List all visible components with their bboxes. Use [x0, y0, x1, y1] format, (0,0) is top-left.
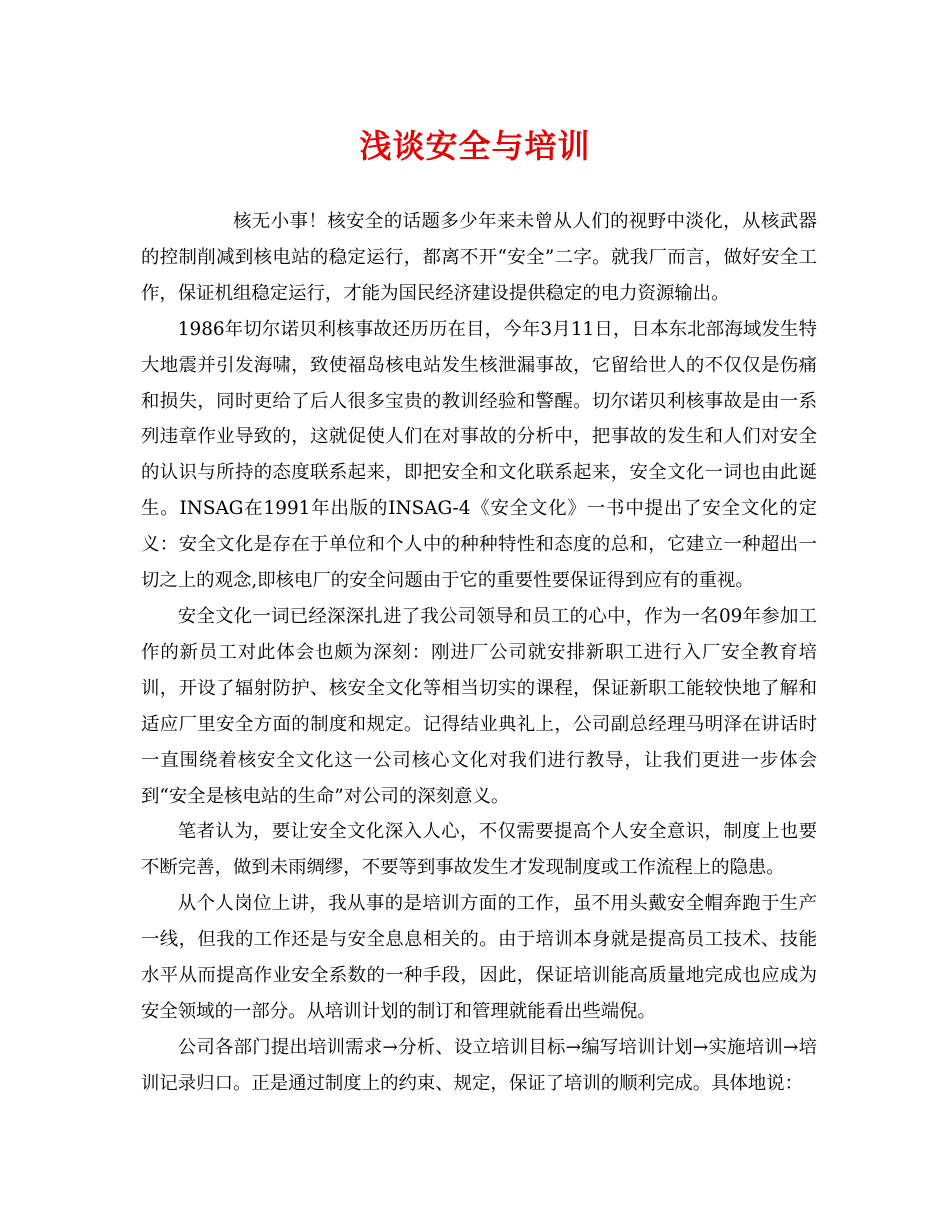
paragraph-5: 从个人岗位上讲，我从事的是培训方面的工作，虽不用头戴安全帽奔跑于生产一线，但我的工作还是与安全息息相关的。由于培训本身就是提高员工技术、技能水平从而提高作业安全系数的一种手段，因此，保证培训能高质量地完成也应成为安全领域的一部分。从培训计划的制订和管理就能看出些端倪。	[141, 893, 817, 1022]
document-title: 浅谈安全与培训	[359, 127, 591, 165]
paragraph-6: 公司各部门提出培训需求→分析、设立培训目标→编写培训计划→实施培训→培训记录归口。正是通过制度上的约束、规定，保证了培训的顺利完成。具体地说：	[141, 1036, 817, 1094]
paragraph-3: 安全文化一词已经深深扎进了我公司领导和员工的心中，作为一名09年参加工作的新员工对此体会也颇为深刻：刚进厂公司就安排新职工进行入厂安全教育培训，开设了辐射防护、核安全文化等相当切实的课程，保证新职工能较快地了解和适应厂里安全方面的制度和规定。记得结业典礼上，公司副总经理马明泽在讲话时一直围绕着核安全文化这一公司核心文化对我们进行教导，让我们更进一步体会到“安全是核电站的生命”对公司的深刻意义。	[141, 605, 817, 807]
paragraph-4: 笔者认为，要让安全文化深入人心，不仅需要提高个人安全意识，制度上也要不断完善，做到未雨绸缪，不要等到事故发生才发现制度或工作流程上的隐患。	[141, 821, 817, 879]
paragraph-1: 核无小事！核安全的话题多少年来未曾从人们的视野中淡化，从核武器的控制削减到核电站的稳定运行，都离不开“安全”二字。就我厂而言，做好安全工作，保证机组稳定运行，才能为国民经济建设提供稳定的电力资源输出。	[141, 211, 817, 304]
paragraph-2: 1986年切尔诺贝利核事故还历历在目，今年3月11日，日本东北部海域发生特大地震并引发海啸，致使福岛核电站发生核泄漏事故，它留给世人的不仅仅是伤痛和损失，同时更给了后人很多宝贵的教训经验和警醒。切尔诺贝利核事故是由一系列违章作业导致的，这就促使人们在对事故的分析中，把事故的发生和人们对安全的认识与所持的态度联系起来，即把安全和文化联系起来，安全文化一词也由此诞生。INSAG在1991年出版的INSAG-4《安全文化》一书中提出了安全文化的定义：安全文化是存在于单位和个人中的种种特性和态度的总和，它建立一种超出一切之上的观念,即核电厂的安全问题由于它的重要性要保证得到应有的重视。	[141, 318, 817, 592]
document-body	[141, 204, 817, 1102]
